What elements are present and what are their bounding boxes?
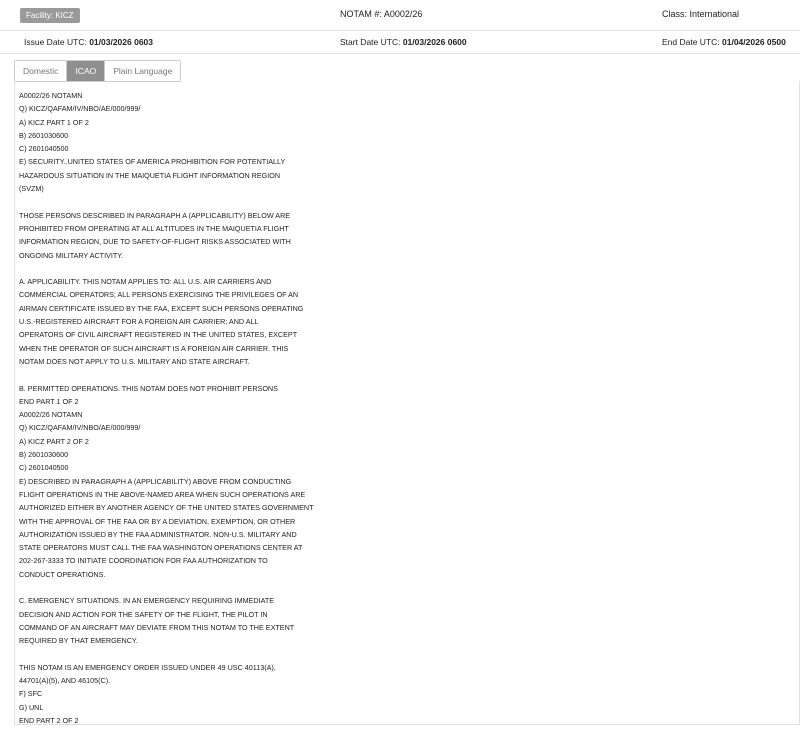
facility-badge: Facility: KICZ	[20, 8, 80, 23]
issue-date	[24, 37, 153, 47]
notam-class: Class: International	[662, 9, 740, 19]
end-date-value: 01/04/2026 0500	[722, 37, 786, 47]
tab-icao[interactable]: ICAO	[67, 61, 105, 81]
start-date	[340, 37, 467, 47]
notam-number: NOTAM #: A0002/26	[340, 9, 423, 19]
notam-text-panel	[14, 81, 800, 725]
start-date-label: Start Date UTC:	[340, 37, 403, 47]
tab-domestic[interactable]: Domestic	[15, 61, 67, 81]
end-date	[662, 37, 786, 47]
notam-text: A0002/26 NOTAMN Q) KICZ/QAFAM/IV/NBO/AE/000/999/ A) KICZ PART 1 OF 2 B) 2601030600 C) 2601040500 E) SECURITY..UNITED STATES OF AMERICA PROHIBITION FOR POTENTIALLY HAZARDOUS SITUATION IN THE MAIQUETIA FLIGHT INFORMATION REGION (SVZM) THOSE PERSONS DESCRIBED IN PARAGRAPH A (APPLICABILITY) BELOW ARE PROHIBITED FROM OPERATING AT ALL ALTITUDES IN THE MAIQUETIA FLIGHT INFORMATION REGION, DUE TO SAFETY-OF-FLIGHT RISKS ASSOCIATED WITH ONGOING MILITARY ACTIVITY. A. APPLICABILITY. THIS NOTAM APPLIES TO: ALL U.S. AIR CARRIERS AND COMMERCIAL OPERATORS; ALL PERSONS EXERCISING THE PRIVILEGES OF AN AIRMAN CERTIFICATE ISSUED BY THE FAA, EXCEPT SUCH PERSONS OPERATING U.S.-REGISTERED AIRCRAFT FOR A FOREIGN AIR CARRIER; AND ALL OPERATORS OF CIVIL AIRCRAFT REGISTERED IN THE UNITED STATES, EXCEPT WHEN THE OPERATOR OF SUCH AIRCRAFT IS A FOREIGN AIR CARRIER. THIS NOTAM DOES NOT APPLY TO U.S. MILITARY AND STATE AIRCRAFT. B. PERMITTED OPERATIONS. THIS NOTAM DOES NOT PROHIBIT PERSONS END PART 1 OF 2 A0002/26 NOTAMN Q) KICZ/QAFAM/IV/NBO/AE/000/999/ A) KICZ PART 2 OF 2 B) 2601030600 C) 2601040500 E) DESCRIBED IN PARAGRAPH A (APPLICABILITY) ABOVE FROM CONDUCTING FLIGHT OPERATIONS IN THE ABOVE-NAMED AREA WHEN SUCH OPERATIONS ARE AUTHORIZED EITHER BY ANOTHER AGENCY OF THE UNITED STATES GOVERNMENT WITH THE APPROVAL OF THE FAA OR BY A DEVIATION, EXEMPTION, OR OTHER AUTHORIZATION ISSUED BY THE FAA ADMINISTRATOR. NON-U.S. MILITARY AND STATE OPERATORS MUST CALL THE FAA WASHINGTON OPERATIONS CENTER AT 202-267-3333 TO INITIATE COORDINATION FOR FAA AUTHORIZATION TO CONDUCT OPERATIONS. C. EMERGENCY SITUATIONS. IN AN EMERGENCY REQUIRING IMMEDIATE DECISION AND ACTION FOR THE SAFETY OF THE FLIGHT, THE PILOT IN COMMAND OF AN AIRCRAFT MAY DEVIATE FROM THIS NOTAM TO THE EXTENT REQUIRED BY THAT EMERGENCY. THIS NOTAM IS AN EMERGENCY ORDER ISSUED UNDER 49 USC 40113(A), 44701(A)(5), AND 46105(C). F) SFC G) UNL END PART 2 OF 2	[19, 91, 314, 725]
issue-date-value: 01/03/2026 0603	[89, 37, 153, 47]
start-date-value: 01/03/2026 0600	[402, 37, 467, 47]
tab-plain-language[interactable]: Plain Language	[105, 61, 180, 81]
end-date-label: End Date UTC:	[662, 37, 722, 47]
notam-header-row	[0, 0, 800, 31]
notam-dates-row	[0, 31, 800, 54]
format-tabs	[14, 60, 181, 82]
issue-date-label: Issue Date UTC:	[24, 37, 90, 47]
